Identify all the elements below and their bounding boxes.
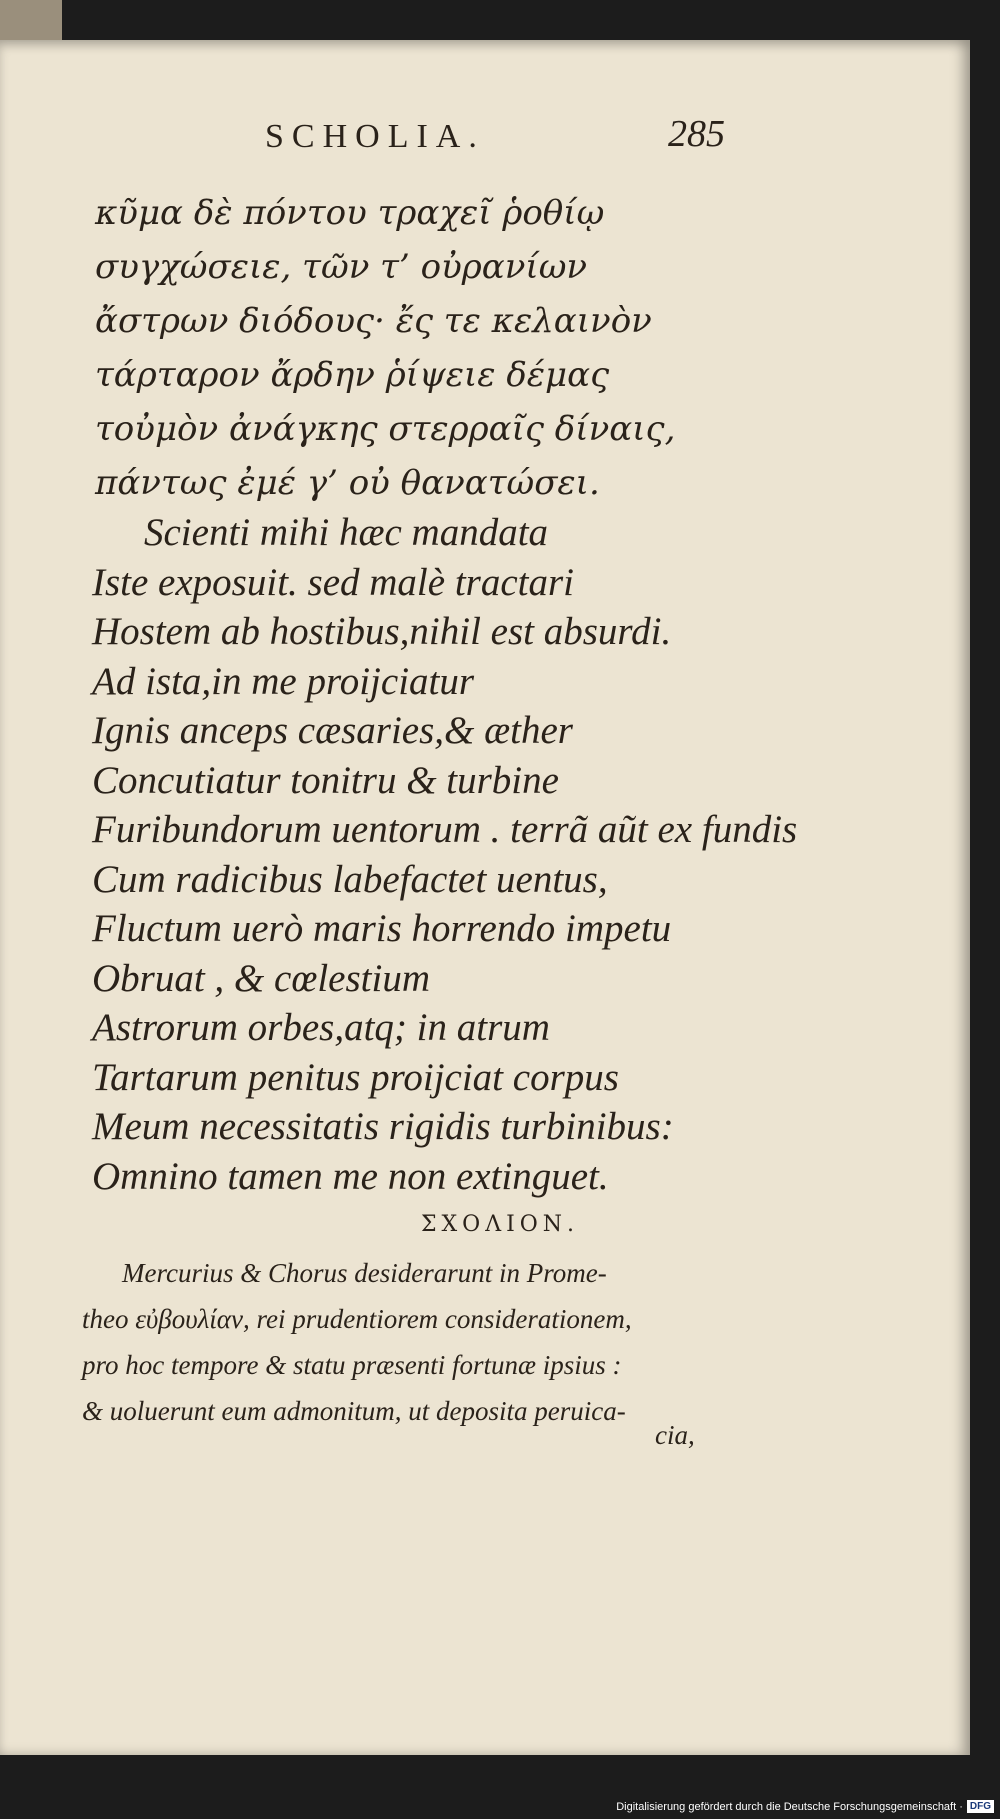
scholion-line: Mercurius & Chorus desiderarunt in Prome- <box>122 1258 607 1288</box>
latin-line: Fluctum uerò maris horrendo impetu <box>92 907 672 950</box>
scholion-line: pro hoc tempore & statu præsenti fortunæ ipsius : <box>82 1350 622 1380</box>
credit-text: Digitalisierung gefördert durch die Deutsche Forschungsgemeinschaft · <box>616 1800 963 1813</box>
greek-line: πάντως ἐμέ γ’ οὐ θανατώσει. <box>95 463 600 503</box>
digitization-credit <box>616 1800 994 1813</box>
latin-line: Obruat , & cœlestium <box>92 956 430 1000</box>
greek-line: συγχώσειε, τῶν τ’ οὐρανίων <box>95 247 588 287</box>
latin-line: Astrorum orbes,atq; in atrum <box>92 1006 550 1049</box>
latin-line: Omnino tamen me non extinguet. <box>92 1154 609 1198</box>
corner-tab <box>0 0 62 40</box>
greek-line: κῦμα δὲ πόντου τραχεῖ ῥοθίῳ <box>95 193 605 233</box>
latin-line: Concutiatur tonitru & turbine <box>92 758 559 802</box>
greek-verse-block <box>95 186 675 510</box>
scholion-line: & uoluerunt eum admonitum, ut deposita peruica- <box>82 1396 626 1426</box>
latin-line: Meum necessitatis rigidis turbinibus: <box>92 1105 674 1148</box>
latin-line: Ad ista,in me proijciatur <box>92 659 475 703</box>
latin-line: Iste exposuit. sed malè tractari <box>92 560 574 604</box>
page-number: 285 <box>668 113 725 155</box>
latin-line: Scienti mihi hæc mandata <box>144 511 549 554</box>
latin-line: Cum radicibus labefactet uentus, <box>92 857 608 901</box>
latin-line: Tartarum penitus proijciat corpus <box>92 1055 619 1099</box>
catchword: cia, <box>655 1420 695 1450</box>
greek-line: τοὐμὸν ἀνάγκης στερραῖς δίναις, <box>95 409 676 449</box>
greek-line: ἄστρων διόδους· ἔς τε κελαινὸν <box>95 301 652 341</box>
scholion-line: theo εὐβουλίαν, rei prudentiorem considerationem, <box>82 1304 632 1334</box>
latin-line: Furibundorum uentorum . terrã aũt ex fundis <box>92 808 798 851</box>
latin-line: Hostem ab hostibus,nihil est absurdi. <box>92 610 672 653</box>
latin-verse-block <box>92 508 797 1201</box>
scholion-heading: ΣΧΟΛΙΟΝ. <box>420 1212 580 1237</box>
dfg-logo: DFG <box>967 1800 994 1813</box>
latin-line: Ignis anceps cæsaries,& æther <box>92 709 573 752</box>
scholion-text <box>82 1250 732 1434</box>
running-head: SCHOLIA. <box>265 118 485 155</box>
greek-line: τάρταρον ἄρδην ῥίψειε δέμας <box>95 355 610 395</box>
